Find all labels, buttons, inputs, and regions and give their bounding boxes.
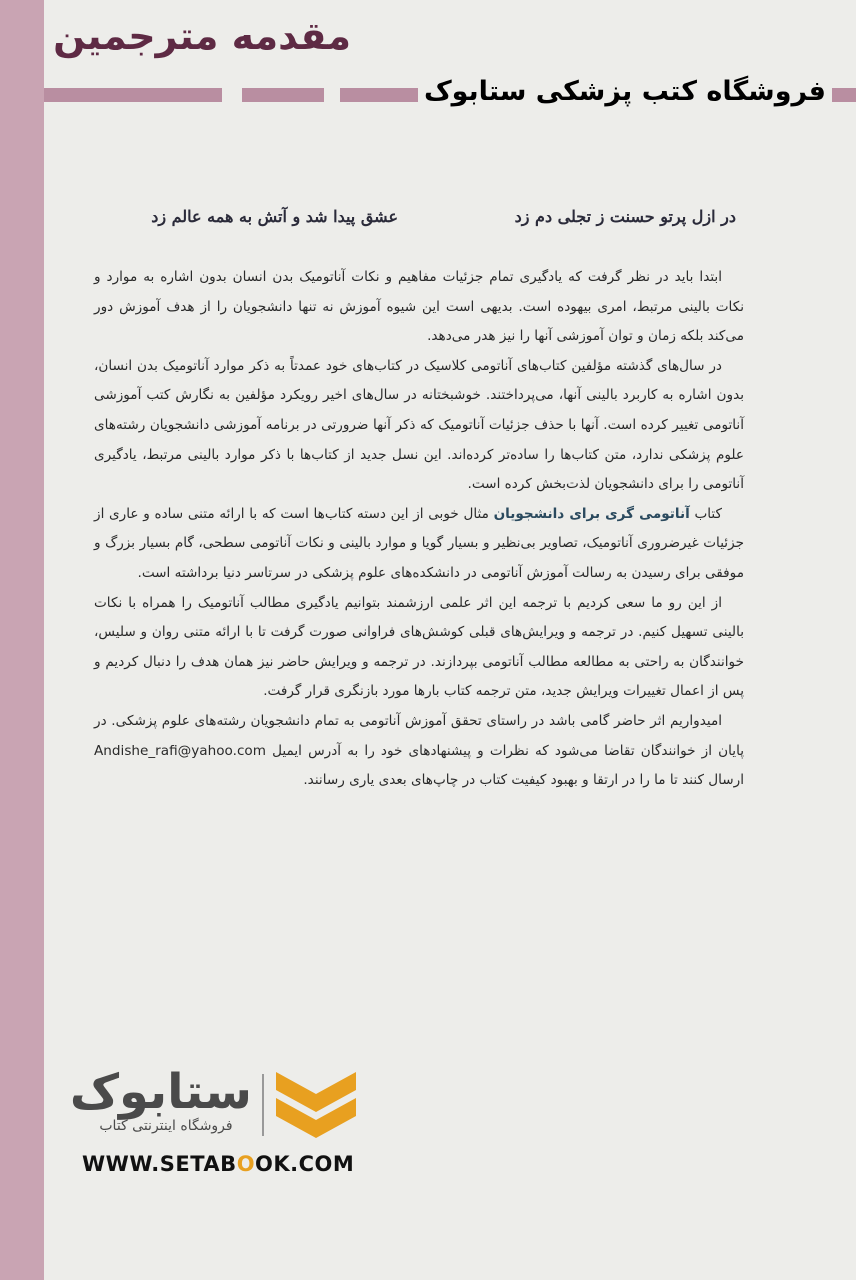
url-part-2: OK.COM <box>255 1152 355 1176</box>
paragraph-3-lead: کتاب <box>694 505 722 522</box>
paragraph-5 <box>94 707 744 796</box>
url-accent-o: O <box>236 1152 256 1176</box>
logo-subtitle: فروشگاه اینترنتی کتاب <box>99 1118 233 1134</box>
paragraph-1: ابتدا باید در نظر گرفت که یادگیری تمام جزئیات مفاهیم و نکات آناتومیک بدن انسان بدون اشاره به موارد و نکات بالینی مرتبط، امری بیهوده است. بدیهی است این شیوه آموزش نه تنها دانشجویان را از هدف آموزش دور می‌کند بلکه زمان و توان آموزشی آنها را نیز هدر می‌دهد. <box>94 269 744 345</box>
book-title-highlight: آناتومی گری برای دانشجویان <box>493 505 690 522</box>
paragraph-5-lead: امیدواریم اثر حاضر گامی باشد در راستای تحقق آموزش آناتومی به تمام دانشجویان رشته‌های علوم پزشکی. در پایان از خوانندگان تقاضا می‌شود که نظرات و پیشنهادهای خود را به آدرس ایمیل <box>94 712 744 759</box>
page-title: مقدمه مترجمین <box>53 14 351 58</box>
paragraph-3-rest: مثال خوبی از این دسته کتاب‌ها است که با ارائه متنی ساده و عاری از جزئیات غیرضروری آناتومیک، تصاویر بی‌نظیر و بسیار گویا و موارد بالینی و نکات آناتومی سطحی، گام بسیار بزرگ و موفقی برای رسیدن به رسالت آموزش آناتومی در دانشکده‌های علوم پزشکی در سرتاسر دنیا برداشته است. <box>94 505 744 581</box>
stripe-left <box>44 88 222 102</box>
paragraph-3 <box>94 500 744 589</box>
paragraph-4: از این رو ما سعی کردیم با ترجمه این اثر علمی ارزشمند بتوانیم یادگیری مطالب آناتومیک را همراه با نکات بالینی تسهیل کنیم. در ترجمه و ویرایش‌های قبلی کوشش‌های فراوانی صورت گرفت تا با ارائه متنی روان و سلیس، خوانندگان به راحتی به مطالعه مطالب آناتومی بپردازند. در ترجمه و ویرایش حاضر نیز همان هدف را دنبال کردیم و پس از اعمال تغییرات ویرایش جدید، متن ترجمه کتاب بارها مورد بازنگری قرار گرفت. <box>94 594 744 700</box>
preface-body <box>94 263 744 796</box>
poem-line-right: در ازل پرتو حسنت ز تجلی دم زد <box>514 207 736 226</box>
poem-line-left: عشق پیدا شد و آتش به همه عالم زد <box>151 207 398 226</box>
paragraph-5-rest: ارسال کنند تا ما را در ارتقا و بهبود کیفیت کتاب در چاپ‌های بعدی یاری رسانند. <box>303 772 744 789</box>
url-part-1: WWW.SETAB <box>82 1152 237 1176</box>
logo-divider <box>262 1074 264 1136</box>
store-label: فروشگاه کتب پزشکی ستابوک <box>418 76 832 107</box>
email-address: Andishe_rafi@yahoo.com <box>94 742 266 759</box>
logo-wordmark: ستابوک <box>69 1064 252 1120</box>
stripe-mid <box>242 88 324 102</box>
website-url[interactable] <box>82 1152 354 1176</box>
paragraph-2: در سال‌های گذشته مؤلفین کتاب‌های آناتومی کلاسیک در کتاب‌های خود عمدتاً به ذکر موارد آناتومیک بدن انسان، بدون اشاره به کاربرد بالینی آنها، می‌پرداختند. خوشبختانه در سال‌های اخیر رویکرد مؤلفین به نگارش کتب آموزشی آناتومی تغییر کرده است. آنها با حذف جزئیات آناتومیک که ذکر آنها ضرورتی در برنامه آموزشی دانشجویان رشته‌های علوم پزشکی ندارد، متن کتاب‌ها را ساده‌تر کرده‌اند. این نسل جدید از کتاب‌ها با ذکر موارد بالینی مرتبط، یادگیری آناتومی را برای دانشجویان لذت‌بخش کرده است. <box>94 357 744 493</box>
setabook-chevron-icon <box>272 1068 360 1142</box>
